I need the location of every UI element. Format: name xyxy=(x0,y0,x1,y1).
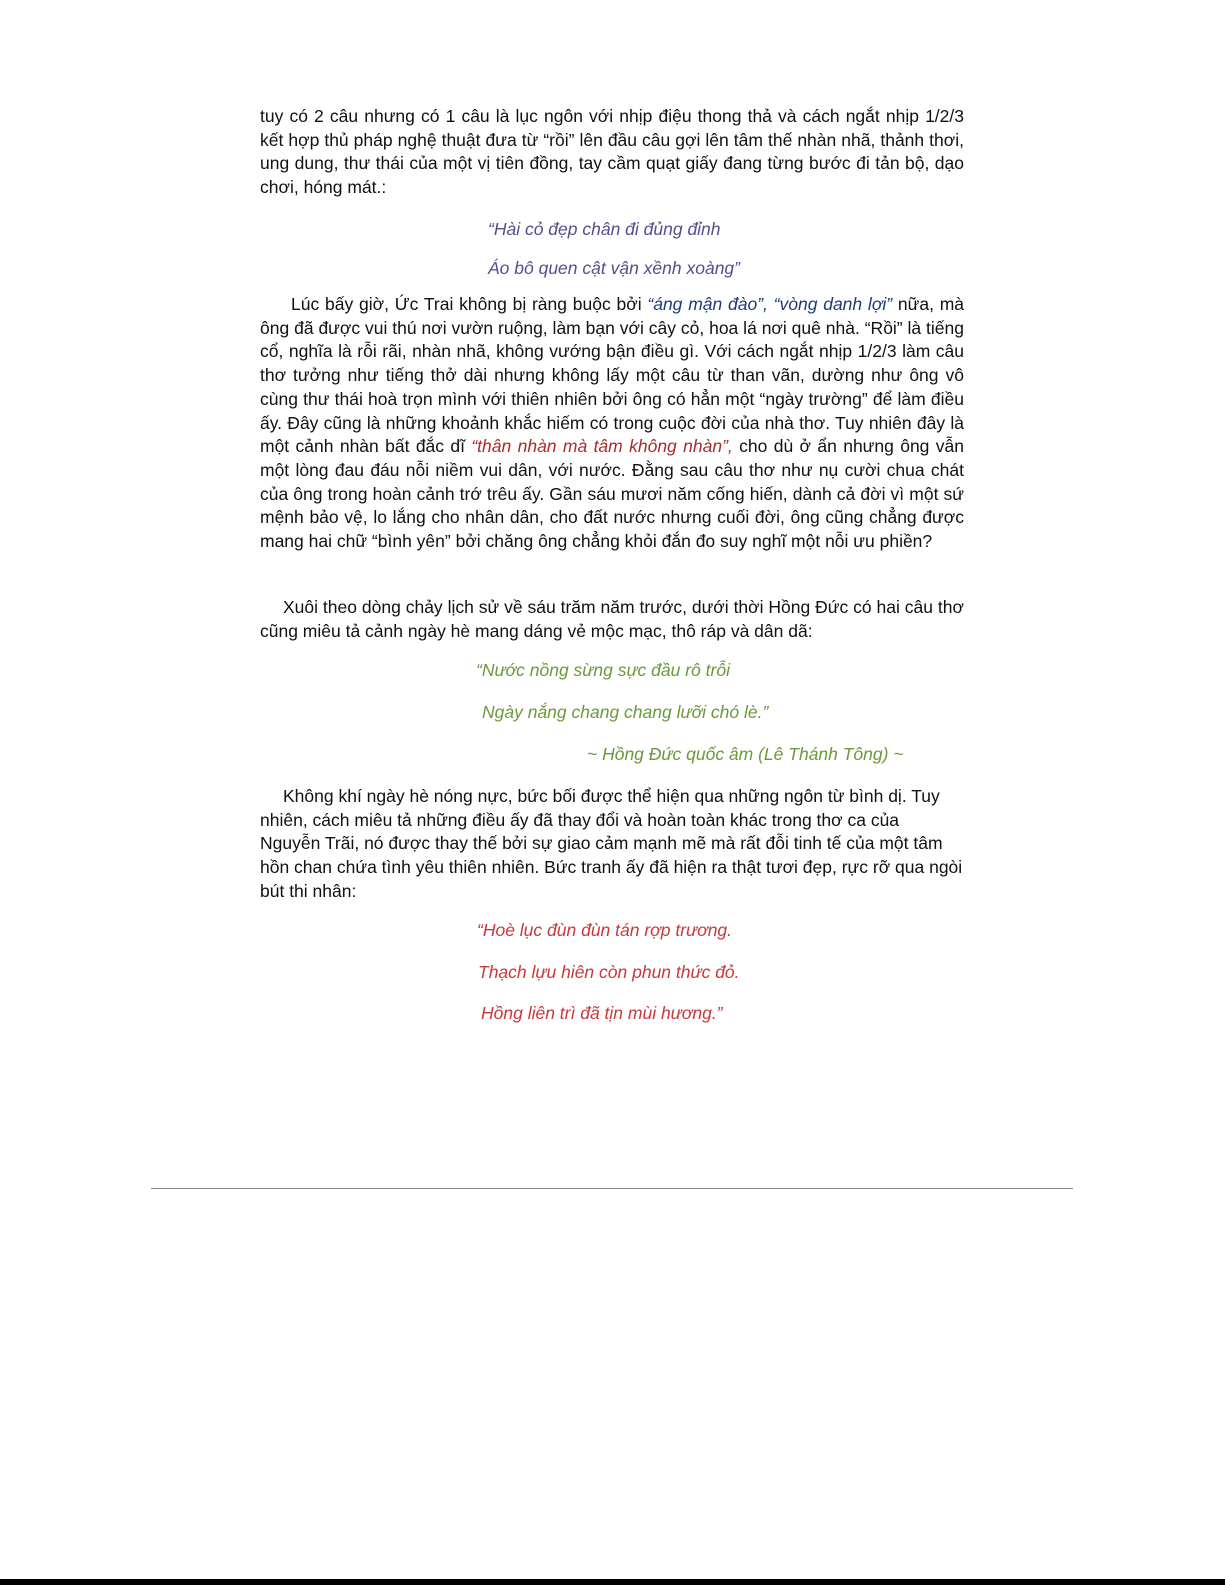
verse2-line1: “Nước nồng sừng sực đầu rô trỗi xyxy=(476,660,730,680)
paragraph-2-part2: nữa, mà ông đã được vui thú nơi vườn ruộng, làm bạn với cây cỏ, hoa lá nơi quê nhà. “Rồi” là tiếng cổ, nghĩa là rỗi rãi, nhàn nhã, không vướng bận điều gì. Với cách ngắt nhịp 1/2/3 làm câu thơ tưởng như tiếng thở dài nhưng không lấy một câu từ than vãn, dường như ông vô cùng thư thái hoà trọn mình với thiên nhiên bởi ông có hẳn một “ngày trường” để làm điều ấy. Đây cũng là những khoảnh khắc hiếm có trong cuộc đời của nhà thơ. Tuy nhiên đây là một cảnh nhàn bất đắc dĩ xyxy=(260,294,965,457)
verse3-line1: “Hoè lục đùn đùn tán rợp trương. xyxy=(477,920,733,940)
paragraph-2-part3: cho dù ở ẩn nhưng ông vẫn một lòng đau đáu nỗi niềm vui dân, với nước. Đằng sau câu thơ như nụ cười chua chát của ông trong hoàn cảnh trớ trêu ấy. Gần sáu mươi năm cống hiến, dành cả đời vì một sứ mệnh bảo vệ, lo lắng cho nhân dân, cho đất nước nhưng cuối đời, ông cũng chẳng được mang hai chữ “bình yên” bởi chăng ông chẳng khỏi đắn đo suy nghĩ một nỗi ưu phiền? xyxy=(260,436,964,552)
verse1-line2: Áo bô quen cật vận xềnh xoàng” xyxy=(488,258,740,278)
paragraph-2 xyxy=(260,293,964,554)
quote-ang-man-dao: “áng mận đào”, “vòng danh lợi” xyxy=(647,294,893,314)
verse3-line3: Hồng liên trì đã tịn mùi hương.” xyxy=(481,1003,723,1023)
paragraph-2-part1: Lúc bấy giờ, Ức Trai không bị ràng buộc bởi xyxy=(291,294,648,314)
quote-than-nhan: “thân nhàn mà tâm không nhàn”, xyxy=(471,436,733,457)
verse2-attribution: ~ Hồng Đức quốc âm (Lê Thánh Tông) ~ xyxy=(587,744,904,764)
verse2-line2: Ngày nắng chang chang lưỡi chó lè.” xyxy=(482,702,769,722)
paragraph-4: Không khí ngày hè nóng nực, bức bối được thể hiện qua những ngôn từ bình dị. Tuy nhiên, cách miêu tả những điều ấy đã thay đổi và hoàn toàn khác trong thơ ca của Nguyễn Trãi, nó được thay thế bởi sự giao cảm mạnh mẽ mà rất đỗi tinh tế của một tâm hồn chan chứa tình yêu thiên nhiên. Bức tranh ấy đã hiện ra thật tươi đẹp, rực rỡ qua ngòi bút thi nhân: xyxy=(260,786,963,901)
page-bottom-edge xyxy=(0,1579,1225,1585)
footer-divider xyxy=(151,1188,1073,1189)
verse1-line1: “Hài cỏ đẹp chân đi đủng đỉnh xyxy=(488,219,721,239)
intro-paragraph: tuy có 2 câu nhưng có 1 câu là lục ngôn với nhịp điệu thong thả và cách ngắt nhịp 1/2/3 kết hợp thủ pháp nghệ thuật đưa từ “rồi” lên đầu câu gợi lên tâm thế nhàn nhã, thảnh thơi, ung dung, thư thái của một vị tiên đồng, tay cầm quạt giấy đang từng bước đi tản bộ, dạo chơi, hóng mát.: xyxy=(260,106,964,198)
paragraph-3: Xuôi theo dòng chảy lịch sử về sáu trăm năm trước, dưới thời Hồng Đức có hai câu thơ cũng miêu tả cảnh ngày hè mang dáng vẻ mộc mạc, thô ráp và dân dã: xyxy=(260,597,964,641)
verse3-line2: Thạch lựu hiên còn phun thức đỏ. xyxy=(478,962,740,982)
